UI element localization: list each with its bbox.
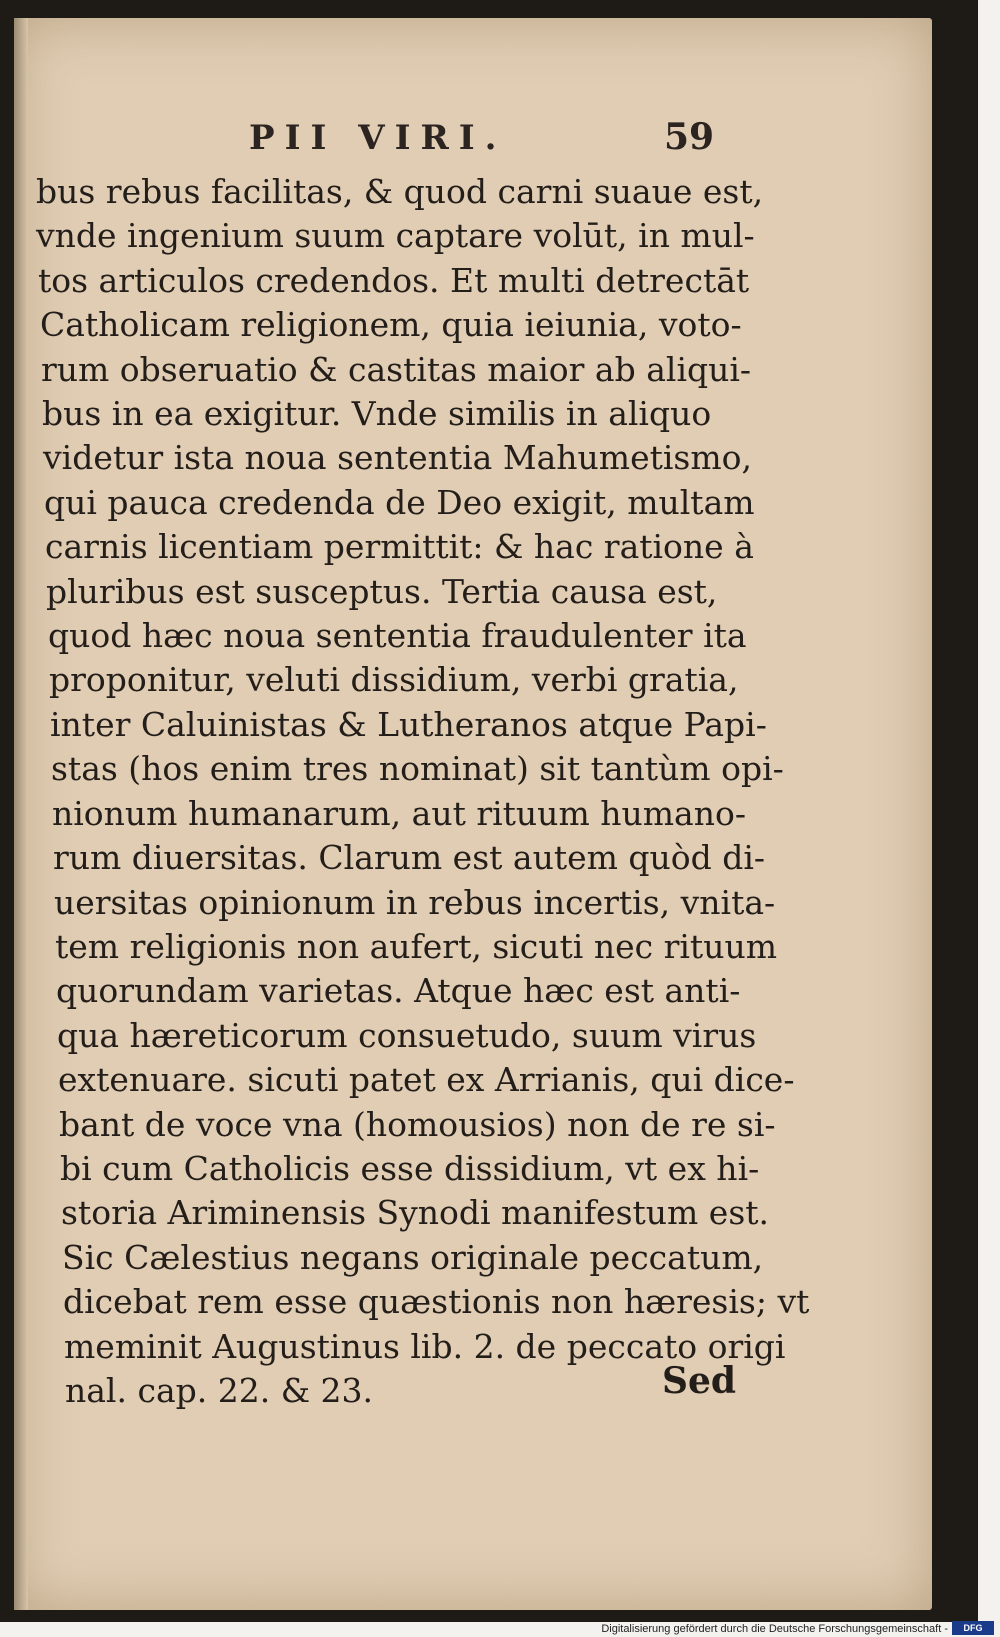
text-line: extenuare. sicuti patet ex Arrianis, qui dice- [58, 1060, 795, 1100]
text-line: dicebat rem esse quæstionis non hæresis; vt [63, 1282, 810, 1322]
text-line: rum obseruatio & castitas maior ab aliqui- [41, 349, 752, 389]
body-text [36, 170, 810, 1413]
text-line: inter Caluinistas & Lutheranos atque Papi- [50, 704, 767, 744]
text-line: nal. cap. 22. & 23. [65, 1370, 374, 1410]
dfg-logo: DFG [952, 1621, 994, 1635]
book-page [14, 18, 932, 1610]
text-line: bi cum Catholicis esse dissidium, vt ex hi- [60, 1148, 760, 1188]
text-line: bus rebus facilitas, & quod carni suaue est, [36, 172, 764, 211]
text-line: bus in ea exigitur. Vnde similis in aliquo [42, 394, 712, 434]
text-line: Sic Cælestius negans originale peccatum, [62, 1237, 764, 1277]
page-edge [14, 18, 28, 1610]
text-line: bant de voce vna (homousios) non de re si- [59, 1104, 776, 1144]
text-line: vnde ingenium suum captare volūt, in mul- [36, 216, 755, 256]
text-line: videtur ista noua sententia Mahumetismo, [43, 438, 753, 478]
text-line: pluribus est susceptus. Tertia causa est, [46, 571, 718, 611]
text-line: carnis licentiam permittit: & hac ratione à [45, 527, 754, 567]
text-line: proponitur, veluti dissidium, verbi gratia, [49, 660, 739, 700]
text-line: qua hæreticorum consuetudo, suum virus [57, 1015, 757, 1055]
text-line: meminit Augustinus lib. 2. de peccato origi [64, 1326, 786, 1366]
page-number: 59 [664, 116, 715, 158]
text-line: tem religionis non aufert, sicuti nec rituum [55, 926, 777, 966]
text-line: nionum humanarum, aut rituum humano- [52, 793, 746, 833]
text-line: quorundam varietas. Atque hæc est anti- [56, 971, 741, 1011]
text-line: storia Ariminensis Synodi manifestum est. [61, 1193, 770, 1233]
text-line: Catholicam religionem, quia ieiunia, voto- [40, 305, 742, 345]
text-line: uersitas opinionum in rebus incertis, vnita- [54, 882, 776, 922]
text-line: rum diuersitas. Clarum est autem quòd di- [53, 838, 766, 878]
text-line: stas (hos enim tres nominat) sit tantùm opi- [51, 749, 784, 789]
catchword: Sed [662, 1360, 737, 1402]
text-line: tos articulos credendos. Et multi detrectāt [38, 260, 750, 300]
running-head: PII VIRI. [249, 118, 507, 158]
digitization-credit: Digitalisierung gefördert durch die Deutsche Forschungsgemeinschaft - [601, 1623, 948, 1635]
text-line: qui pauca credenda de Deo exigit, multam [44, 482, 755, 522]
text-line: quod hæc noua sententia fraudulenter ita [48, 616, 747, 656]
